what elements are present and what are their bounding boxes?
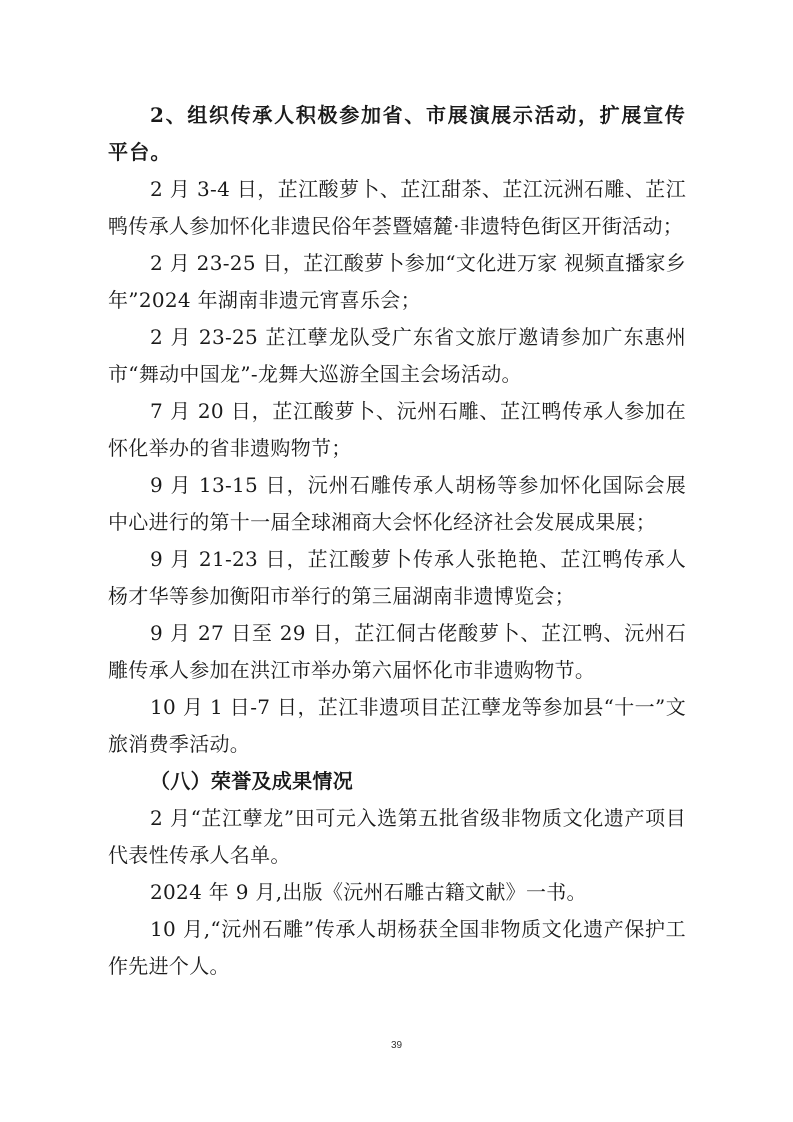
subsection-heading: （八）荣誉及成果情况	[150, 769, 353, 793]
page-content	[108, 97, 686, 985]
paragraph: 10 月 1 日-7 日，芷江非遗项目芷江孽龙等参加县“十一”文旅消费季活动。	[108, 695, 686, 756]
paragraph: 2 月“芷江孽龙”田可元入选第五批省级非物质文化遗产项目代表性传承人名单。	[108, 806, 686, 867]
paragraph: 2 月 3-4 日，芷江酸萝卜、芷江甜茶、芷江沅洲石雕、芷江鸭传承人参加怀化非遗民俗年荟暨嬉麓·非遗特色街区开街活动；	[108, 177, 686, 238]
paragraph: 7 月 20 日，芷江酸萝卜、沅州石雕、芷江鸭传承人参加在怀化举办的省非遗购物节；	[108, 399, 686, 460]
paragraph: 2 月 23-25 日，芷江酸萝卜参加“文化进万家 视频直播家乡年”2024 年湖南非遗元宵喜乐会；	[108, 251, 686, 312]
section-heading: 2、组织传承人积极参加省、市展演展示活动，扩展宣传平台。	[108, 103, 686, 164]
paragraph: 9 月 13-15 日，沅州石雕传承人胡杨等参加怀化国际会展中心进行的第十一届全球湘商大会怀化经济社会发展成果展；	[108, 473, 686, 534]
paragraph: 2024 年 9 月,出版《沅州石雕古籍文献》一书。	[150, 880, 587, 904]
page-number: 39	[390, 1040, 403, 1051]
paragraph: 10 月,“沅州石雕”传承人胡杨获全国非物质文化遗产保护工作先进个人。	[108, 917, 686, 978]
paragraph: 9 月 27 日至 29 日，芷江侗古佬酸萝卜、芷江鸭、沅州石雕传承人参加在洪江市举办第六届怀化市非遗购物节。	[108, 621, 686, 682]
paragraph: 9 月 21-23 日，芷江酸萝卜传承人张艳艳、芷江鸭传承人杨才华等参加衡阳市举行的第三届湖南非遗博览会；	[108, 547, 686, 608]
paragraph: 2 月 23-25 芷江孽龙队受广东省文旅厅邀请参加广东惠州市“舞动中国龙”-龙舞大巡游全国主会场活动。	[108, 325, 686, 386]
